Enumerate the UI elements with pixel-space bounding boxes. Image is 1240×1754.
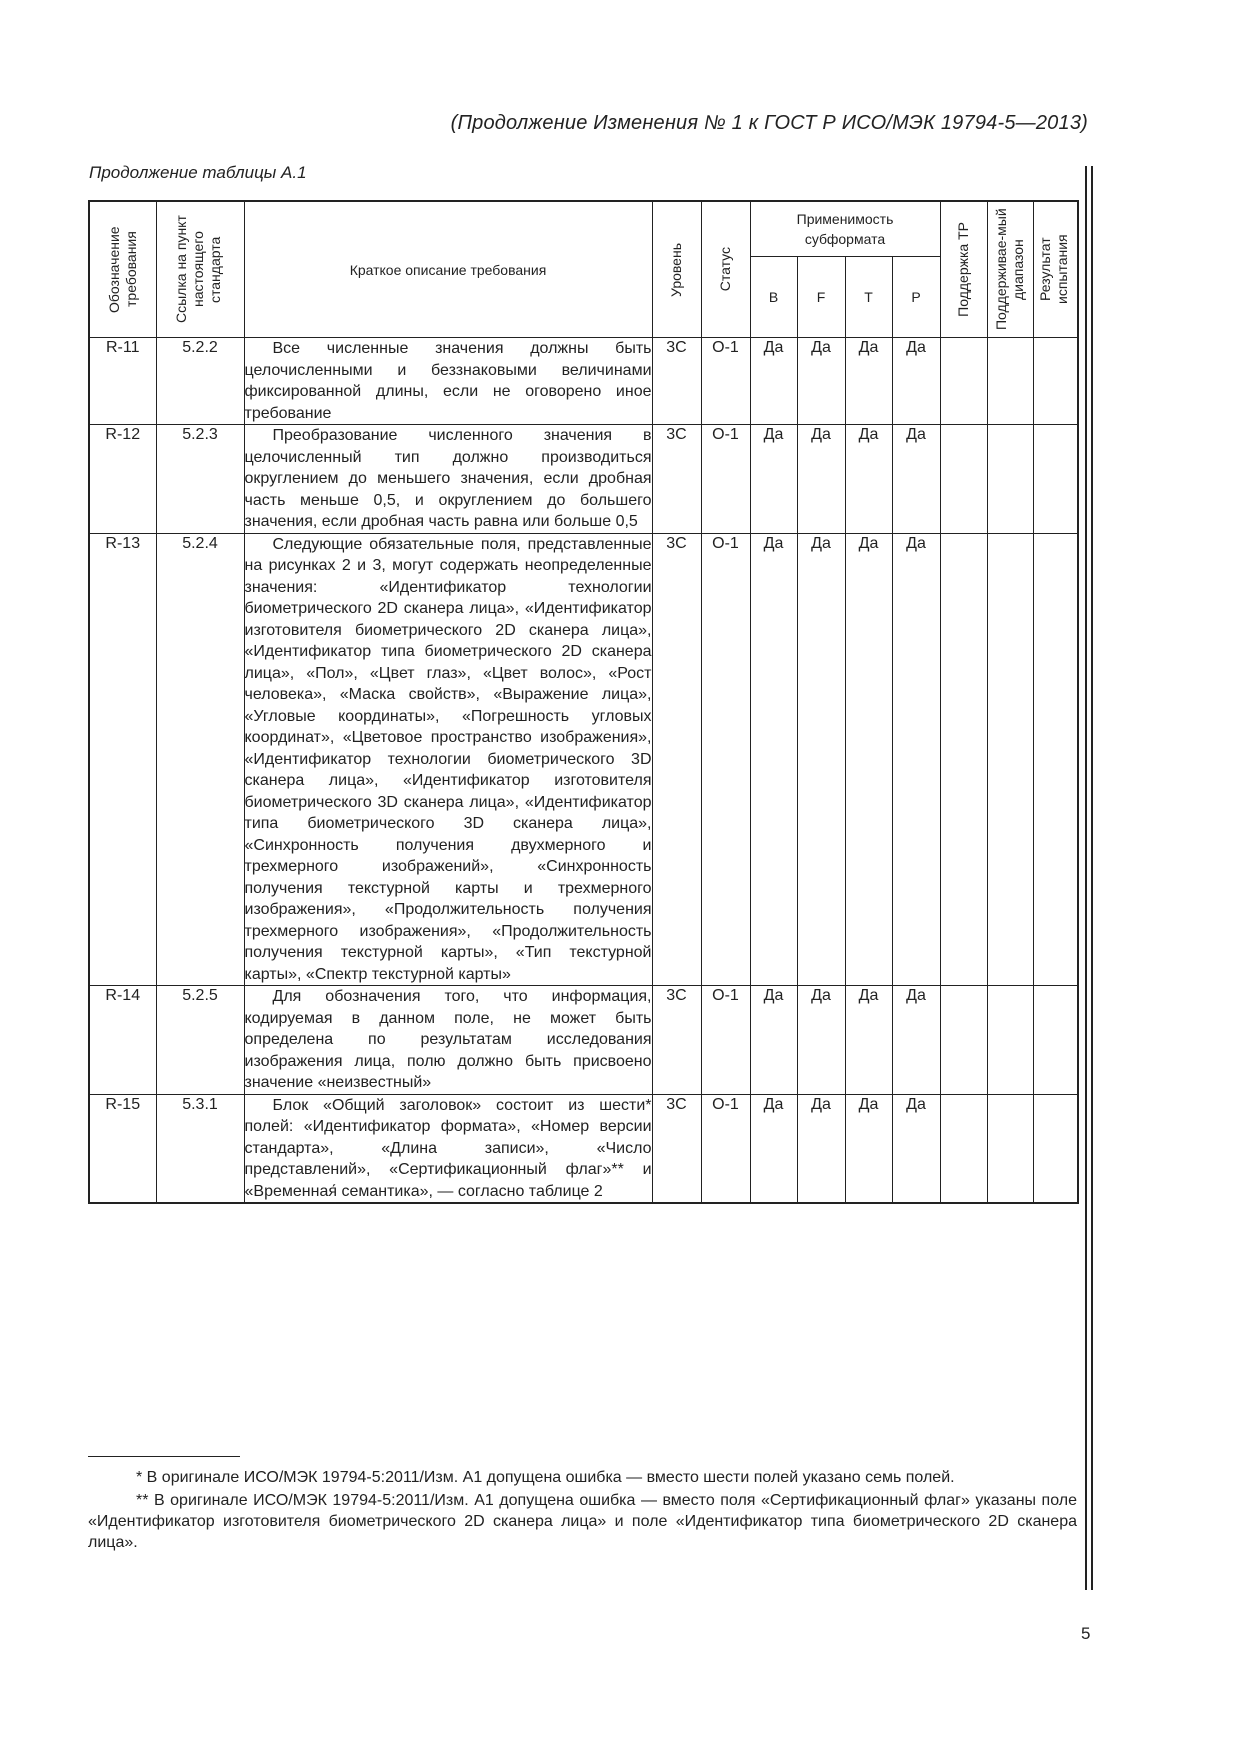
col-header-status: Статус [701, 201, 750, 338]
table-row [89, 1094, 1078, 1203]
cell-level: 3С [652, 1094, 701, 1203]
cell-supported-range [987, 338, 1033, 425]
cell-sub-f: Да [797, 986, 845, 1095]
cell-sub-b: Да [750, 986, 797, 1095]
margin-rule-right [1091, 166, 1093, 1590]
cell-supported-range [987, 986, 1033, 1095]
cell-sub-f: Да [797, 425, 845, 534]
page-number: 5 [1081, 1624, 1091, 1643]
col-header-sub-t: T [845, 257, 892, 338]
cell-supported-range [987, 533, 1033, 986]
table-row [89, 533, 1078, 986]
cell-description: Блок «Общий заголовок» состоит из шести* полей: «Идентификатор формата», «Номер версии стандарта», «Длина записи», «Число представлений», «Сертификационный флаг»** и «Временная́ семантика», — согласно таблице 2 [244, 1094, 652, 1203]
cell-level: 3С [652, 338, 701, 425]
cell-sub-f: Да [797, 338, 845, 425]
cell-sub-p: Да [892, 1094, 940, 1203]
cell-sub-t: Да [845, 338, 892, 425]
cell-level: 3С [652, 533, 701, 986]
table-row [89, 425, 1078, 534]
cell-status: О-1 [701, 425, 750, 534]
col-header-reference: Ссылка на пункт настоящего стандарта [156, 201, 244, 338]
col-header-support-tr: Поддержка ТР [940, 201, 987, 338]
cell-designation: R-12 [89, 425, 156, 534]
cell-sub-f: Да [797, 1094, 845, 1203]
cell-level: 3С [652, 425, 701, 534]
cell-description: Для обозначения того, что информация, кодируемая в данном поле, не может быть определена по результатам исследования изображения лица, полю должно быть присвоено значение «неизвестный» [244, 986, 652, 1095]
col-header-sub-f: F [797, 257, 845, 338]
cell-description: Все численные значения должны быть целочисленными и беззнаковыми величинами фиксированной длины, если не оговорено иное требование [244, 338, 652, 425]
cell-sub-p: Да [892, 425, 940, 534]
cell-designation: R-15 [89, 1094, 156, 1203]
footnote-1: * В оригинале ИСО/МЭК 19794-5:2011/Изм. А1 допущена ошибка — вместо шести полей указано семь полей. [136, 1469, 955, 1486]
cell-sub-t: Да [845, 425, 892, 534]
col-header-applicability: Применимость субформата [750, 201, 940, 257]
cell-reference: 5.3.1 [156, 1094, 244, 1203]
col-header-sub-b: B [750, 257, 797, 338]
footnote-separator [88, 1456, 240, 1457]
cell-designation: R-13 [89, 533, 156, 986]
cell-designation: R-14 [89, 986, 156, 1095]
cell-sub-b: Да [750, 338, 797, 425]
cell-status: О-1 [701, 533, 750, 986]
cell-sub-t: Да [845, 1094, 892, 1203]
cell-supported-range [987, 425, 1033, 534]
cell-description: Преобразование численного значения в целочисленный тип должно производиться округлением до меньшего значения, если дробная часть меньше 0,5, и округлением до большего значения, если дробная часть равна или больше 0,5 [244, 425, 652, 534]
cell-test-result [1033, 986, 1078, 1095]
cell-support-tr [940, 425, 987, 534]
cell-test-result [1033, 338, 1078, 425]
cell-test-result [1033, 425, 1078, 534]
col-header-test-result: Результат испытания [1033, 201, 1078, 338]
cell-sub-f: Да [797, 533, 845, 986]
cell-test-result [1033, 533, 1078, 986]
running-title: (Продолжение Изменения № 1 к ГОСТ Р ИСО/МЭК 19794-5—2013) [450, 112, 1088, 134]
cell-supported-range [987, 1094, 1033, 1203]
cell-reference: 5.2.4 [156, 533, 244, 986]
cell-sub-t: Да [845, 986, 892, 1095]
table-row [89, 986, 1078, 1095]
col-header-description: Краткое описание требования [244, 201, 652, 338]
cell-test-result [1033, 1094, 1078, 1203]
cell-sub-b: Да [750, 533, 797, 986]
footnotes [88, 1467, 1077, 1555]
footnote-2: ** В оригинале ИСО/МЭК 19794-5:2011/Изм. А1 допущена ошибка — вместо поля «Сертификационный флаг» указаны поле «Идентификатор изготовителя биометрического 2D сканера лица» и поле «Идентификатор типа биометрического 2D сканера лица». [88, 1492, 1077, 1551]
cell-sub-b: Да [750, 425, 797, 534]
cell-reference: 5.2.3 [156, 425, 244, 534]
cell-support-tr [940, 1094, 987, 1203]
cell-status: О-1 [701, 338, 750, 425]
col-header-level: Уровень [652, 201, 701, 338]
requirements-table [88, 200, 1079, 1204]
cell-sub-t: Да [845, 533, 892, 986]
cell-status: О-1 [701, 986, 750, 1095]
margin-rule-left [1085, 166, 1087, 1590]
cell-reference: 5.2.2 [156, 338, 244, 425]
cell-sub-p: Да [892, 338, 940, 425]
table-row [89, 338, 1078, 425]
cell-reference: 5.2.5 [156, 986, 244, 1095]
cell-sub-p: Да [892, 533, 940, 986]
cell-sub-p: Да [892, 986, 940, 1095]
cell-status: О-1 [701, 1094, 750, 1203]
col-header-supported-range: Поддерживае-мый диапазон [987, 201, 1033, 338]
cell-sub-b: Да [750, 1094, 797, 1203]
col-header-designation: Обозначение требования [89, 201, 156, 338]
col-header-sub-p: P [892, 257, 940, 338]
table-caption: Продолжение таблицы А.1 [89, 163, 307, 182]
cell-support-tr [940, 533, 987, 986]
cell-support-tr [940, 986, 987, 1095]
cell-level: 3С [652, 986, 701, 1095]
cell-designation: R-11 [89, 338, 156, 425]
cell-description: Следующие обязательные поля, представленные на рисунках 2 и 3, могут содержать неопределенные значения: «Идентификатор технологии биометрического 2D сканера лица», «Идентификатор изготовителя биометрического 2D сканера лица», «Идентификатор типа биометрического 2D сканера лица», «Пол», «Цвет глаз», «Цвет волос», «Рост человека», «Маска свойств», «Выражение лица», «Угловые координаты», «Погрешность угловых координат», «Цветовое пространство изображения», «Идентификатор технологии биометрического 3D сканера лица», «Идентификатор изготовителя биометрического 3D сканера лица», «Идентификатор типа биометрического 3D сканера лица», «Синхронность получения двухмерного и трехмерного изображений», «Синхронность получения текстурной карты и трехмерного изображения», «Продолжительность получения трехмерного изображения», «Продолжительность получения текстурной карты», «Тип текстурной карты», «Спектр текстурной карты» [244, 533, 652, 986]
cell-support-tr [940, 338, 987, 425]
